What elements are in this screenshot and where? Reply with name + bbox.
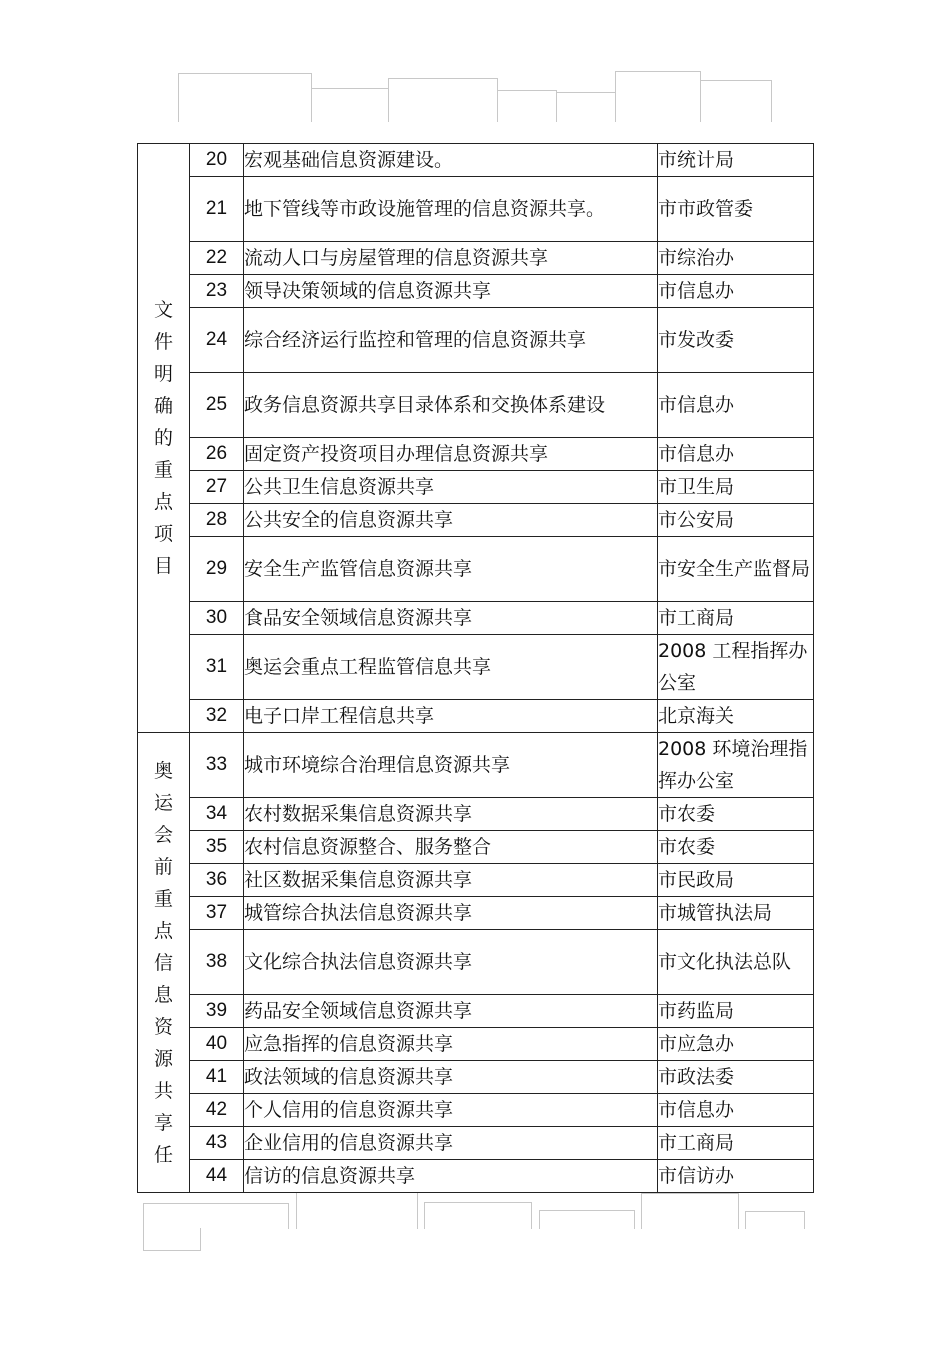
decorative-box (497, 90, 557, 122)
responsible-org: 市信息办 (658, 1094, 814, 1127)
responsible-org: 市信访办 (658, 1160, 814, 1193)
row-number: 28 (190, 504, 244, 537)
decorative-box (556, 92, 616, 122)
table-row (138, 537, 814, 602)
project-name: 农村信息资源整合、服务整合 (244, 831, 658, 864)
decorative-box (388, 78, 498, 122)
responsible-org: 市发改委 (658, 308, 814, 373)
decorative-box (296, 1192, 418, 1229)
table-row (138, 930, 814, 995)
decorative-box (143, 1228, 201, 1251)
decorative-box (745, 1211, 805, 1229)
responsible-org: 市城管执法局 (658, 897, 814, 930)
row-number: 41 (190, 1061, 244, 1094)
project-name: 公共卫生信息资源共享 (244, 471, 658, 504)
table-row (138, 1094, 814, 1127)
row-number: 32 (190, 700, 244, 733)
table-row (138, 995, 814, 1028)
category-cell (138, 733, 190, 1193)
project-name: 文化综合执法信息资源共享 (244, 930, 658, 995)
decorative-box (143, 1203, 289, 1229)
project-name: 电子口岸工程信息共享 (244, 700, 658, 733)
row-number: 26 (190, 438, 244, 471)
project-name: 应急指挥的信息资源共享 (244, 1028, 658, 1061)
project-name: 奥运会重点工程监管信息共享 (244, 635, 658, 700)
table-row (138, 635, 814, 700)
project-name: 社区数据采集信息资源共享 (244, 864, 658, 897)
table-row (138, 308, 814, 373)
table-row (138, 733, 814, 798)
row-number: 43 (190, 1127, 244, 1160)
table-row (138, 864, 814, 897)
row-number: 29 (190, 537, 244, 602)
category-label: 奥 运 会 前 重 点 信 息 资 源 共 享 任 (153, 759, 173, 1166)
table-row (138, 373, 814, 438)
responsible-org: 市农委 (658, 798, 814, 831)
project-name: 政法领域的信息资源共享 (244, 1061, 658, 1094)
responsible-org: 北京海关 (658, 700, 814, 733)
row-number: 24 (190, 308, 244, 373)
responsible-org: 市民政局 (658, 864, 814, 897)
row-number: 23 (190, 275, 244, 308)
table-row (138, 504, 814, 537)
category-cell (138, 144, 190, 733)
responsible-org: 市工商局 (658, 602, 814, 635)
table-row (138, 275, 814, 308)
project-name: 药品安全领域信息资源共享 (244, 995, 658, 1028)
table-row (138, 700, 814, 733)
table-row (138, 1028, 814, 1061)
row-number: 42 (190, 1094, 244, 1127)
table-row (138, 897, 814, 930)
responsible-org: 市公安局 (658, 504, 814, 537)
project-name: 固定资产投资项目办理信息资源共享 (244, 438, 658, 471)
responsible-org: 市综治办 (658, 242, 814, 275)
table-row (138, 1061, 814, 1094)
decorative-box (424, 1202, 532, 1229)
responsible-org: 市政法委 (658, 1061, 814, 1094)
responsible-org: 2008 环境治理指挥办公室 (658, 733, 814, 798)
responsible-org: 市应急办 (658, 1028, 814, 1061)
project-name: 企业信用的信息资源共享 (244, 1127, 658, 1160)
table-row (138, 438, 814, 471)
responsible-org: 市卫生局 (658, 471, 814, 504)
responsible-org: 市农委 (658, 831, 814, 864)
table-row (138, 144, 814, 177)
project-name: 综合经济运行监控和管理的信息资源共享 (244, 308, 658, 373)
responsible-org: 2008 工程指挥办公室 (658, 635, 814, 700)
project-name: 农村数据采集信息资源共享 (244, 798, 658, 831)
row-number: 34 (190, 798, 244, 831)
project-name: 宏观基础信息资源建设。 (244, 144, 658, 177)
row-number: 37 (190, 897, 244, 930)
project-name: 流动人口与房屋管理的信息资源共享 (244, 242, 658, 275)
project-name: 公共安全的信息资源共享 (244, 504, 658, 537)
project-name: 城管综合执法信息资源共享 (244, 897, 658, 930)
table-row (138, 798, 814, 831)
table-row (138, 471, 814, 504)
row-number: 33 (190, 733, 244, 798)
row-number: 35 (190, 831, 244, 864)
responsible-org: 市统计局 (658, 144, 814, 177)
project-name: 城市环境综合治理信息资源共享 (244, 733, 658, 798)
responsible-org: 市药监局 (658, 995, 814, 1028)
row-number: 20 (190, 144, 244, 177)
responsible-org: 市工商局 (658, 1127, 814, 1160)
responsible-org: 市信息办 (658, 373, 814, 438)
row-number: 25 (190, 373, 244, 438)
decorative-box (700, 80, 772, 122)
project-name: 领导决策领域的信息资源共享 (244, 275, 658, 308)
row-number: 31 (190, 635, 244, 700)
table-row (138, 831, 814, 864)
project-name: 个人信用的信息资源共享 (244, 1094, 658, 1127)
responsible-org: 市信息办 (658, 275, 814, 308)
row-number: 30 (190, 602, 244, 635)
row-number: 38 (190, 930, 244, 995)
table-row (138, 602, 814, 635)
responsible-org: 市文化执法总队 (658, 930, 814, 995)
decorative-box (539, 1210, 635, 1229)
table-row (138, 242, 814, 275)
project-name: 信访的信息资源共享 (244, 1160, 658, 1193)
responsible-org: 市安全生产监督局 (658, 537, 814, 602)
category-label: 文 件 明 确 的 重 点 项 目 (153, 299, 173, 577)
project-table (137, 143, 814, 1193)
row-number: 22 (190, 242, 244, 275)
project-name: 政务信息资源共享目录体系和交换体系建设 (244, 373, 658, 438)
project-name: 食品安全领域信息资源共享 (244, 602, 658, 635)
decorative-box (178, 73, 312, 122)
row-number: 40 (190, 1028, 244, 1061)
row-number: 39 (190, 995, 244, 1028)
row-number: 36 (190, 864, 244, 897)
responsible-org: 市市政管委 (658, 177, 814, 242)
decorative-box (311, 88, 389, 122)
table-row (138, 1127, 814, 1160)
row-number: 44 (190, 1160, 244, 1193)
decorative-box (615, 71, 701, 122)
table-row (138, 177, 814, 242)
project-name: 安全生产监管信息资源共享 (244, 537, 658, 602)
responsible-org: 市信息办 (658, 438, 814, 471)
row-number: 21 (190, 177, 244, 242)
decorative-box (641, 1193, 739, 1229)
project-name: 地下管线等市政设施管理的信息资源共享。 (244, 177, 658, 242)
table-row (138, 1160, 814, 1193)
row-number: 27 (190, 471, 244, 504)
